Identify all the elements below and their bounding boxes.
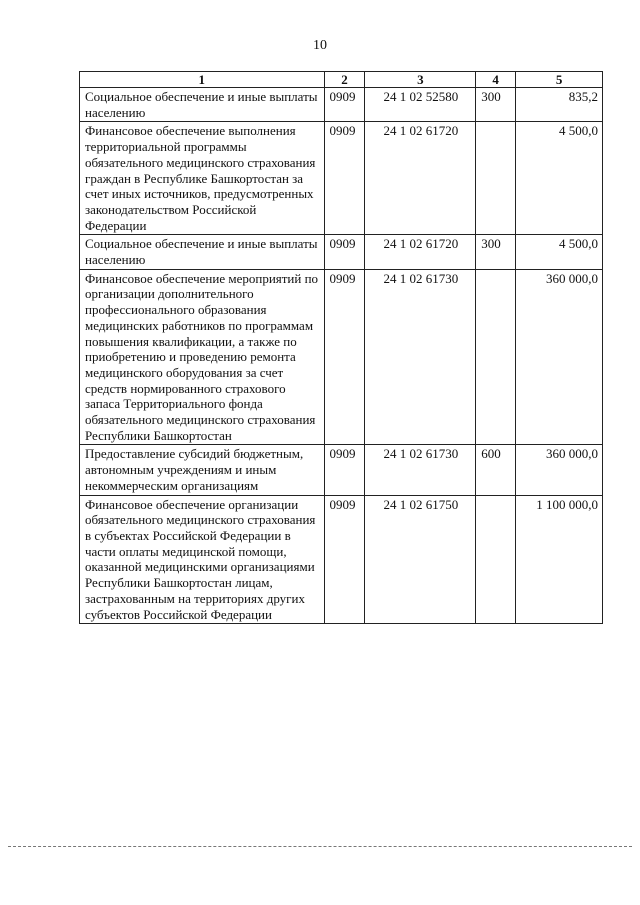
page-bottom-divider (8, 846, 632, 847)
row-amount: 1 100 000,0 (516, 495, 603, 624)
header-col-4: 4 (476, 72, 516, 88)
row-type (476, 269, 516, 445)
row-csr: 24 1 02 61730 (365, 445, 476, 495)
row-csr: 24 1 02 61730 (365, 269, 476, 445)
table-row (80, 88, 603, 122)
row-name: Социальное обеспечение и иные выплаты населению (80, 88, 325, 122)
row-name: Финансовое обеспечение выполнения территориальной программы обязательного медицинского страхования граждан в Республике Башкортостан за счет иных источников, предусмотренных законодательством Российской Федерации (80, 122, 325, 235)
row-csr: 24 1 02 61720 (365, 122, 476, 235)
page-number: 10 (313, 38, 327, 53)
row-amount: 4 500,0 (516, 122, 603, 235)
row-csr: 24 1 02 61720 (365, 235, 476, 269)
table-row (80, 495, 603, 624)
row-name: Финансовое обеспечение мероприятий по организации дополнительного профессионального образования медицинских работников по программам повышения квалификации, а также по приобретению и проведению ремонта медицинского оборудования за счет средств нормированного страхового запаса Территориального фонда обязательного медицинского страхования Республики Башкортостан (80, 269, 325, 445)
row-name: Социальное обеспечение и иные выплаты населению (80, 235, 325, 269)
row-csr: 24 1 02 52580 (365, 88, 476, 122)
row-code: 0909 (324, 269, 365, 445)
row-csr: 24 1 02 61750 (365, 495, 476, 624)
row-amount: 360 000,0 (516, 445, 603, 495)
header-col-5: 5 (516, 72, 603, 88)
row-amount: 4 500,0 (516, 235, 603, 269)
row-type: 300 (476, 88, 516, 122)
row-code: 0909 (324, 122, 365, 235)
row-type: 600 (476, 445, 516, 495)
header-col-1: 1 (80, 72, 325, 88)
table-row (80, 445, 603, 495)
row-amount: 360 000,0 (516, 269, 603, 445)
row-code: 0909 (324, 88, 365, 122)
table-row (80, 269, 603, 445)
row-name: Предоставление субсидий бюджетным, автономным учреждениям и иным некоммерческим организациям (80, 445, 325, 495)
row-code: 0909 (324, 445, 365, 495)
row-type (476, 122, 516, 235)
header-col-3: 3 (365, 72, 476, 88)
table-row (80, 122, 603, 235)
header-col-2: 2 (324, 72, 365, 88)
budget-table (79, 71, 603, 624)
row-type: 300 (476, 235, 516, 269)
row-code: 0909 (324, 495, 365, 624)
row-type (476, 495, 516, 624)
row-amount: 835,2 (516, 88, 603, 122)
table-row (80, 235, 603, 269)
row-code: 0909 (324, 235, 365, 269)
row-name: Финансовое обеспечение организации обязательного медицинского страхования в субъектах Российской Федерации в части оплаты медицинской помощи, оказанной медицинскими организациями Республики Башкортостан лицам, застрахованным на территориях других субъектов Российской Федерации (80, 495, 325, 624)
header-row (80, 72, 603, 88)
